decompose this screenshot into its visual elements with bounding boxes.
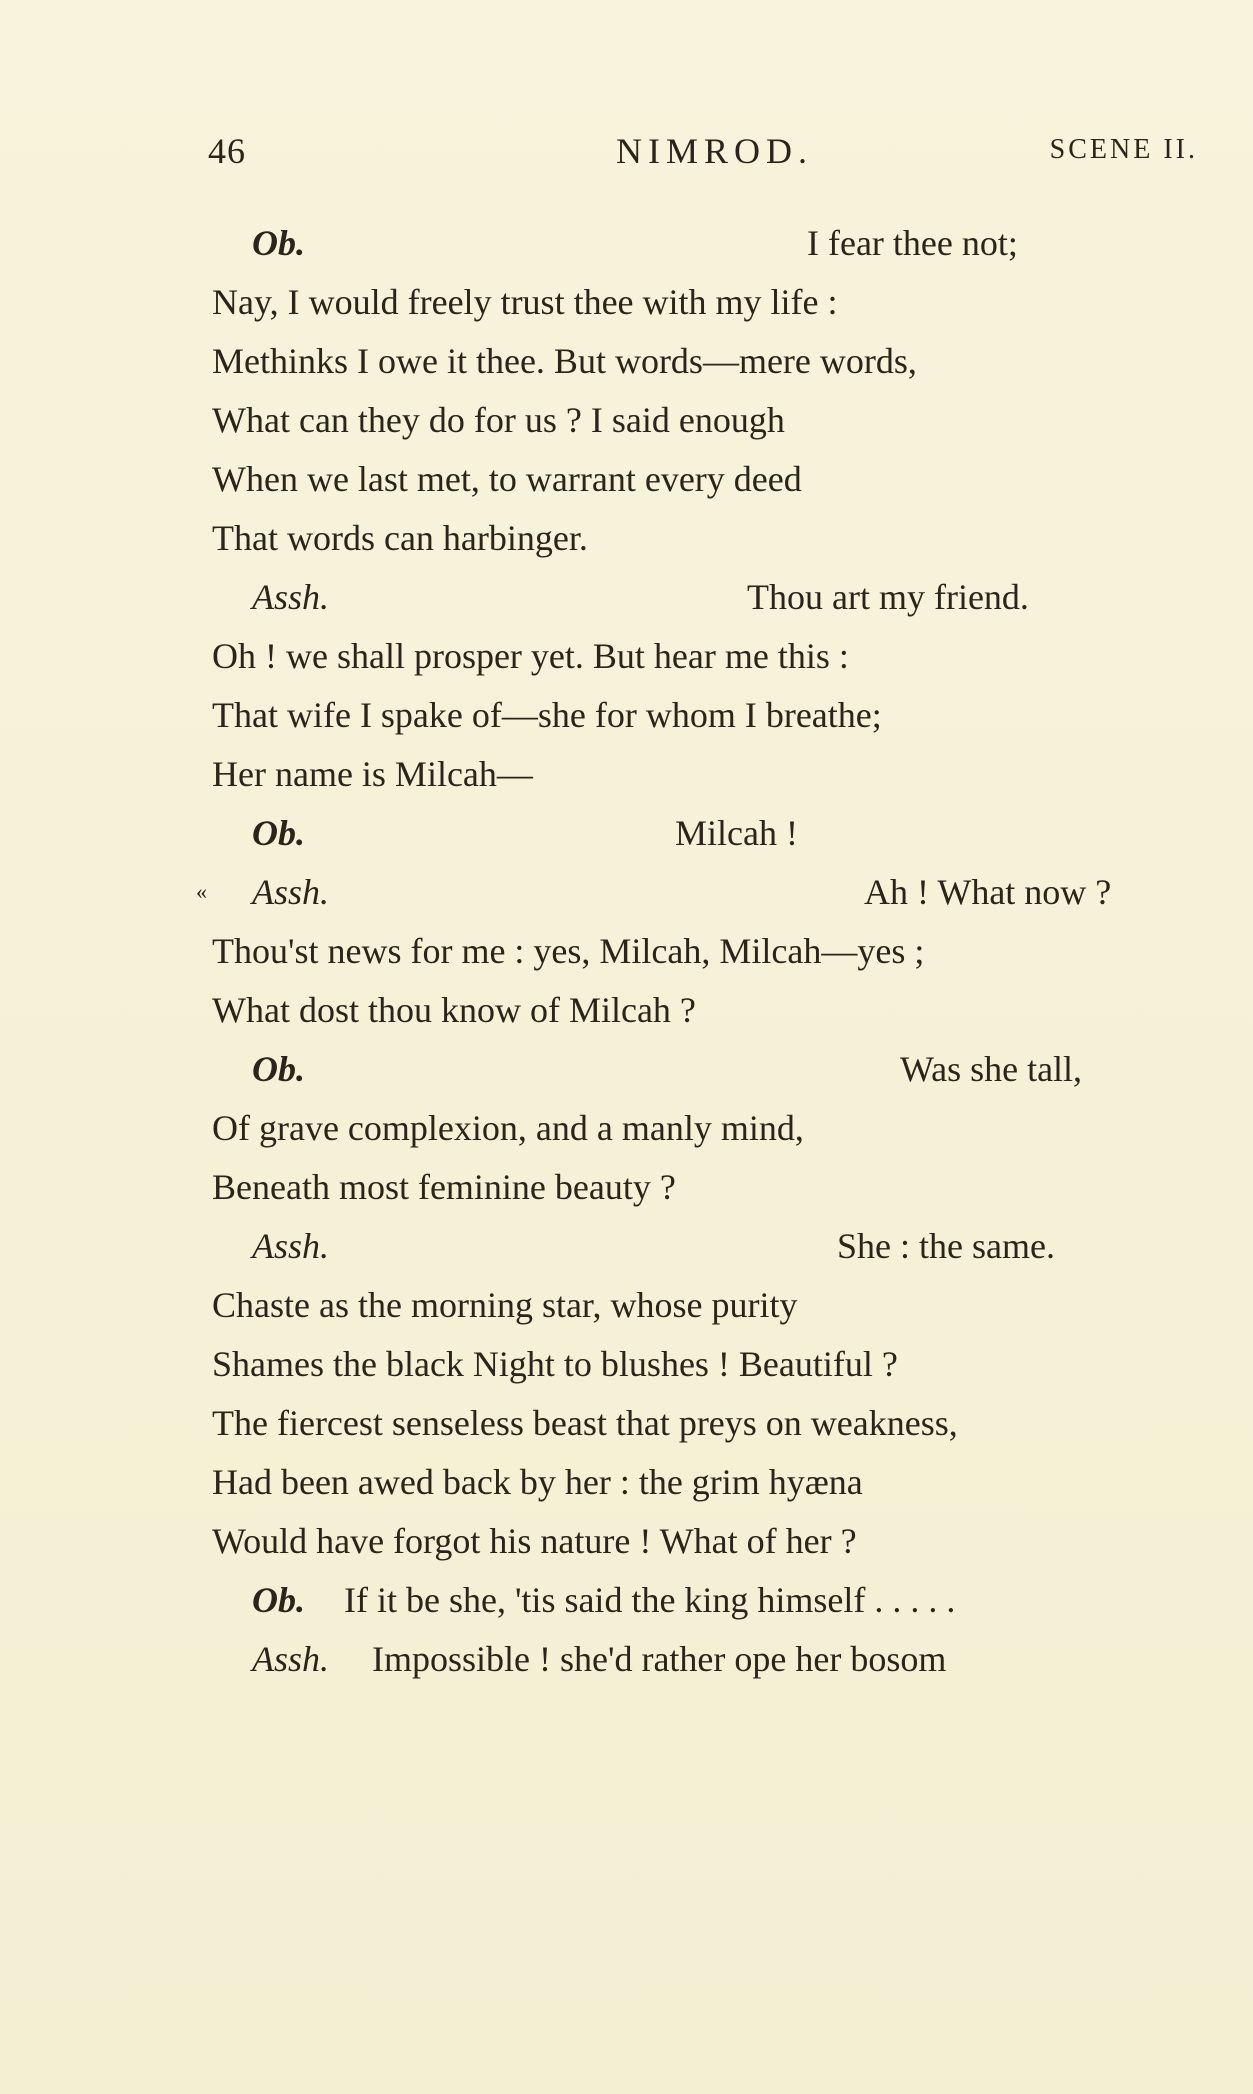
verse-line [212,576,1152,626]
verse-line [212,1048,1152,1098]
verse-line [212,1225,1152,1275]
line-text: Chaste as the morning star, whose purity [212,1285,798,1325]
line-text: The fiercest senseless beast that preys on weakness, [212,1403,958,1443]
verse-line [212,930,1152,980]
verse-line [212,1343,1152,1393]
verse-line [212,1520,1152,1570]
line-text: That wife I spake of—she for whom I breathe; [212,695,882,735]
line-text: Thou art my friend. [747,577,1029,617]
line-text: Oh ! we shall prosper yet. But hear me this : [212,636,849,676]
line-text: Impossible ! she'd rather ope her bosom [372,1639,947,1679]
line-text: Was she tall, [900,1049,1083,1089]
line-text: She : the same. [837,1226,1055,1266]
speaker-name: Assh. [252,872,330,912]
line-text: I fear thee not; [807,223,1018,263]
line-text: What dost thou know of Milcah ? [212,990,696,1030]
line-text: What can they do for us ? I said enough [212,400,785,440]
line-text: Methinks I owe it thee. But words—mere words, [212,341,917,381]
speaker-name: Ob. [252,1049,305,1089]
line-text: Would have forgot his nature ! What of her ? [212,1521,857,1561]
line-text: Shames the black Night to blushes ! Beautiful ? [212,1344,898,1384]
verse-line [212,1402,1152,1452]
speaker-name: Ob. [252,223,305,263]
verse-line [212,1166,1152,1216]
verse-line [212,1107,1152,1157]
verse-line [212,340,1152,390]
verse-line [212,1284,1152,1334]
verse-line [212,1638,1152,1688]
scene-label: SCENE II. [1049,134,1198,165]
line-text: Beneath most feminine beauty ? [212,1167,676,1207]
speaker-name: Assh. [252,1639,330,1679]
speaker-name: Assh. [252,577,330,617]
line-text: Had been awed back by her : the grim hyæna [212,1462,863,1502]
line-text: Ah ! What now ? [864,872,1112,912]
line-text: If it be she, 'tis said the king himself . . . . . [344,1580,956,1620]
verse-line [212,694,1152,744]
verse-line [212,753,1152,803]
speaker-name: Ob. [252,813,305,853]
verse-line [196,871,1152,921]
verse-line [212,399,1152,449]
line-text: Milcah ! [675,813,798,853]
speaker-name: Assh. [252,1226,330,1266]
verse-line [212,222,1152,272]
line-text: Her name is Milcah— [212,754,533,794]
line-text: Nay, I would freely trust thee with my life : [212,282,838,322]
verse-line [212,281,1152,331]
verse-line [212,458,1152,508]
page-number: 46 [208,131,246,171]
line-text: Of grave complexion, and a manly mind, [212,1108,804,1148]
verse-line [212,517,1152,567]
verse-line [212,989,1152,1039]
running-title: NIMROD. [616,131,814,171]
verse-line [212,812,1152,862]
verse-line [212,635,1152,685]
speaker-name: Ob. [252,1580,305,1620]
margin-mark: « [196,879,207,904]
verse-line [212,1579,1152,1629]
line-text: That words can harbinger. [212,518,588,558]
line-text: When we last met, to warrant every deed [212,459,802,499]
verse-line [212,1461,1152,1511]
running-header [208,130,1198,180]
line-text: Thou'st news for me : yes, Milcah, Milcah—yes ; [212,931,925,971]
